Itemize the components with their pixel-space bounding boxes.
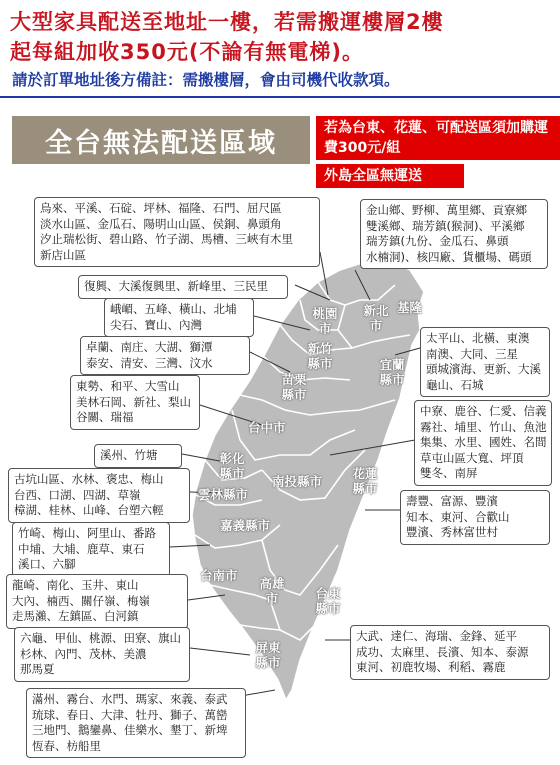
page-title: 全台無法配送區域 bbox=[12, 116, 310, 164]
map-label-hsinchu: 新竹縣市 bbox=[307, 341, 333, 371]
map-label-yilan: 宜蘭縣市 bbox=[379, 357, 405, 387]
area-box-taitung: 大武、達仁、海瑞、金鋒、延平 成功、太麻里、長濱、知本、泰源 東河、初鹿牧場、利稻、霧鹿 bbox=[350, 625, 550, 680]
map-label-pingtung: 屏東縣市 bbox=[255, 640, 281, 670]
header-line-2: 起每組加收350元(不論有無電梯)。 bbox=[10, 40, 365, 64]
header-line-1: 大型家具配送至地址一樓，若需搬運樓層2樓 bbox=[10, 10, 444, 34]
map-label-keelung: 基隆 bbox=[397, 300, 423, 315]
area-box-kaohsiung: 六龜、甲仙、桃源、田寮、旗山 杉林、內門、茂林、美濃 那馬夏 bbox=[14, 627, 190, 682]
map-label-nantou: 南投縣市 bbox=[272, 474, 323, 489]
area-box-yilan: 太平山、北橫、東澳 南澳、大同、三星 頭城濱海、更新、大溪 龜山、石城 bbox=[420, 327, 550, 397]
map-label-taichung: 台中市 bbox=[248, 420, 286, 435]
area-box-chiayi: 竹崎、梅山、阿里山、番路 中埔、大埔、鹿草、東石 溪口、六腳 bbox=[12, 522, 170, 577]
area-box-pingtung: 滿州、霧台、水門、瑪家、來義、泰武 琉球、春日、大津、牡丹、獅子、萬巒 三地門、鵝鑾鼻、佳樂水、墾丁、新埤 恆春、枋船里 bbox=[26, 688, 246, 758]
area-box-yunlin: 古坑山區、水林、褒忠、梅山 台西、口湖、四湖、草嶺 樟湖、桂林、山峰、台塑六輕 bbox=[8, 468, 190, 523]
map-label-tainan: 台南市 bbox=[200, 568, 238, 583]
map-label-chiayi: 嘉義縣市 bbox=[220, 518, 271, 533]
area-box-hsinchu-a: 復興、大溪復興里、新峰里、三民里 bbox=[78, 275, 288, 299]
area-box-hsinchu-b: 峨嵋、五峰、橫山、北埔 尖石、寶山、內灣 bbox=[104, 298, 254, 337]
notice-outer-islands: 外島全區無運送 bbox=[316, 164, 464, 188]
area-box-miaoli: 卓蘭、南庄、大湖、獅潭 泰安、清安、三灣、汶水 bbox=[80, 336, 250, 375]
area-box-new-taipei: 金山鄉、野柳、萬里鄉、貢寮鄉 雙溪鄉、瑞芳鎮(猴洞)、平溪鄉 瑞芳鎮(九份、金瓜石、鼻頭 水楠洞)、核四廠、貨櫃場、碼頭 bbox=[360, 199, 548, 269]
map-label-taitung: 台東縣市 bbox=[315, 586, 341, 616]
map-label-new-taipei: 新北市 bbox=[363, 303, 389, 333]
area-box-tainan: 龍崎、南化、玉井、東山 大內、楠西、關仔嶺、梅嶺 走馬瀨、左鎮區、白河鎮 bbox=[6, 574, 188, 629]
area-box-hualien: 中寮、鹿谷、仁愛、信義 霧社、埔里、竹山、魚池 集集、水里、國姓、名間 草屯山區大寬、坪頂 雙冬、南屏 bbox=[414, 400, 552, 486]
map-label-hualien: 花蓮縣市 bbox=[352, 466, 378, 496]
area-box-changhua: 溪州、竹塘 bbox=[94, 444, 182, 468]
map-label-taoyuan: 桃園市 bbox=[312, 306, 338, 336]
header-line-3: 請於訂單地址後方備註：需搬樓層，會由司機代收款項。 bbox=[12, 71, 400, 89]
notice-taitung-hualien: 若為台東、花蓮、可配送區須加購運費300元/組 bbox=[316, 116, 560, 160]
map-label-miaoli: 苗栗縣市 bbox=[281, 372, 307, 402]
map-label-yunlin: 雲林縣市 bbox=[198, 487, 249, 502]
map-label-kaohsiung: 高雄市 bbox=[259, 576, 285, 606]
area-box-taoyuan: 烏來、平溪、石碇、坪林、福隆、石門、屈尺區 淡水山區、金瓜石、陽明山山區、侯銅、鼻頭角 汐止瑞松街、碧山路、竹子湖、馬槽、三峽有木里 新店山區 bbox=[34, 197, 320, 267]
area-box-taichung: 東勢、和平、大雪山 美林石岡、新社、梨山 谷關、瑞福 bbox=[70, 375, 200, 430]
area-box-taitung-north: 壽豐、富源、豐濱 知本、東河、合歡山 豐濱、秀林富世村 bbox=[400, 490, 550, 545]
map-label-changhua: 彰化縣市 bbox=[219, 451, 245, 481]
